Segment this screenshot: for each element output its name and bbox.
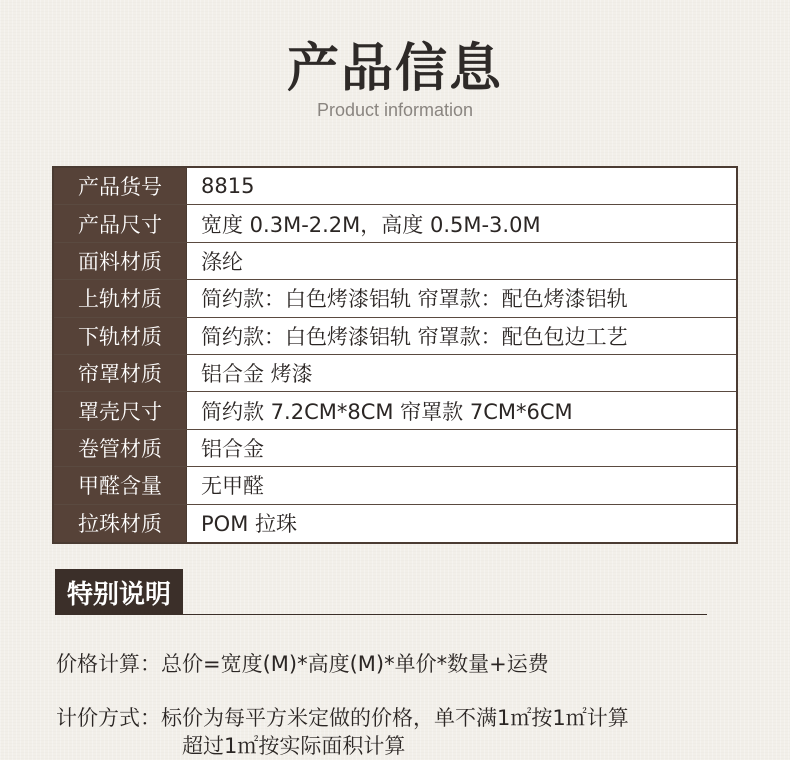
spec-row [54, 318, 736, 355]
spec-value: 铝合金 烤漆 [201, 362, 313, 387]
special-notes-heading: 特别说明 [55, 569, 183, 615]
spec-value: 宽度 0.3M-2.2M，高度 0.5M-3.0M [201, 212, 541, 237]
spec-label: 产品货号 [54, 168, 187, 204]
spec-value: POM 拉珠 [201, 512, 297, 537]
pricing-method-label: 计价方式： [56, 706, 161, 730]
spec-table [52, 166, 738, 544]
spec-label: 卷管材质 [54, 430, 187, 466]
price-calc-note [56, 648, 549, 678]
pricing-method-line2: 超过1㎡按实际面积计算 [182, 734, 406, 758]
pricing-method-note [56, 702, 629, 732]
spec-value: 8815 [201, 174, 255, 199]
spec-row [54, 243, 736, 280]
spec-row [54, 467, 736, 504]
spec-label: 拉珠材质 [54, 505, 187, 542]
spec-row [54, 280, 736, 317]
spec-value: 铝合金 [201, 436, 264, 461]
pricing-method-line1: 标价为每平方米定做的价格，单不满1㎡按1㎡计算 [161, 706, 629, 730]
spec-label: 产品尺寸 [54, 205, 187, 241]
price-calc-label: 价格计算： [56, 652, 161, 676]
spec-value: 无甲醛 [201, 474, 264, 499]
spec-value: 简约款 7.2CM*8CM 帘罩款 7CM*6CM [201, 399, 573, 424]
spec-label: 面料材质 [54, 243, 187, 279]
spec-label: 甲醛含量 [54, 467, 187, 503]
price-calc-value: 总价=宽度(M)*高度(M)*单价*数量+运费 [161, 652, 549, 676]
spec-row [54, 430, 736, 467]
spec-row [54, 168, 736, 205]
spec-row [54, 205, 736, 242]
page-subtitle: Product information [316, 100, 474, 120]
spec-label: 帘罩材质 [54, 355, 187, 391]
spec-row [54, 392, 736, 429]
spec-value: 简约款：白色烤漆铝轨 帘罩款：配色烤漆铝轨 [201, 287, 628, 312]
spec-label: 罩壳尺寸 [54, 392, 187, 428]
spec-value: 涤纶 [201, 249, 243, 274]
page-title: 产品信息 [286, 39, 503, 99]
spec-label: 上轨材质 [54, 280, 187, 316]
section-divider [55, 614, 707, 615]
spec-row [54, 355, 736, 392]
spec-row [54, 505, 736, 542]
spec-value: 简约款：白色烤漆铝轨 帘罩款：配色包边工艺 [201, 324, 628, 349]
spec-label: 下轨材质 [54, 318, 187, 354]
